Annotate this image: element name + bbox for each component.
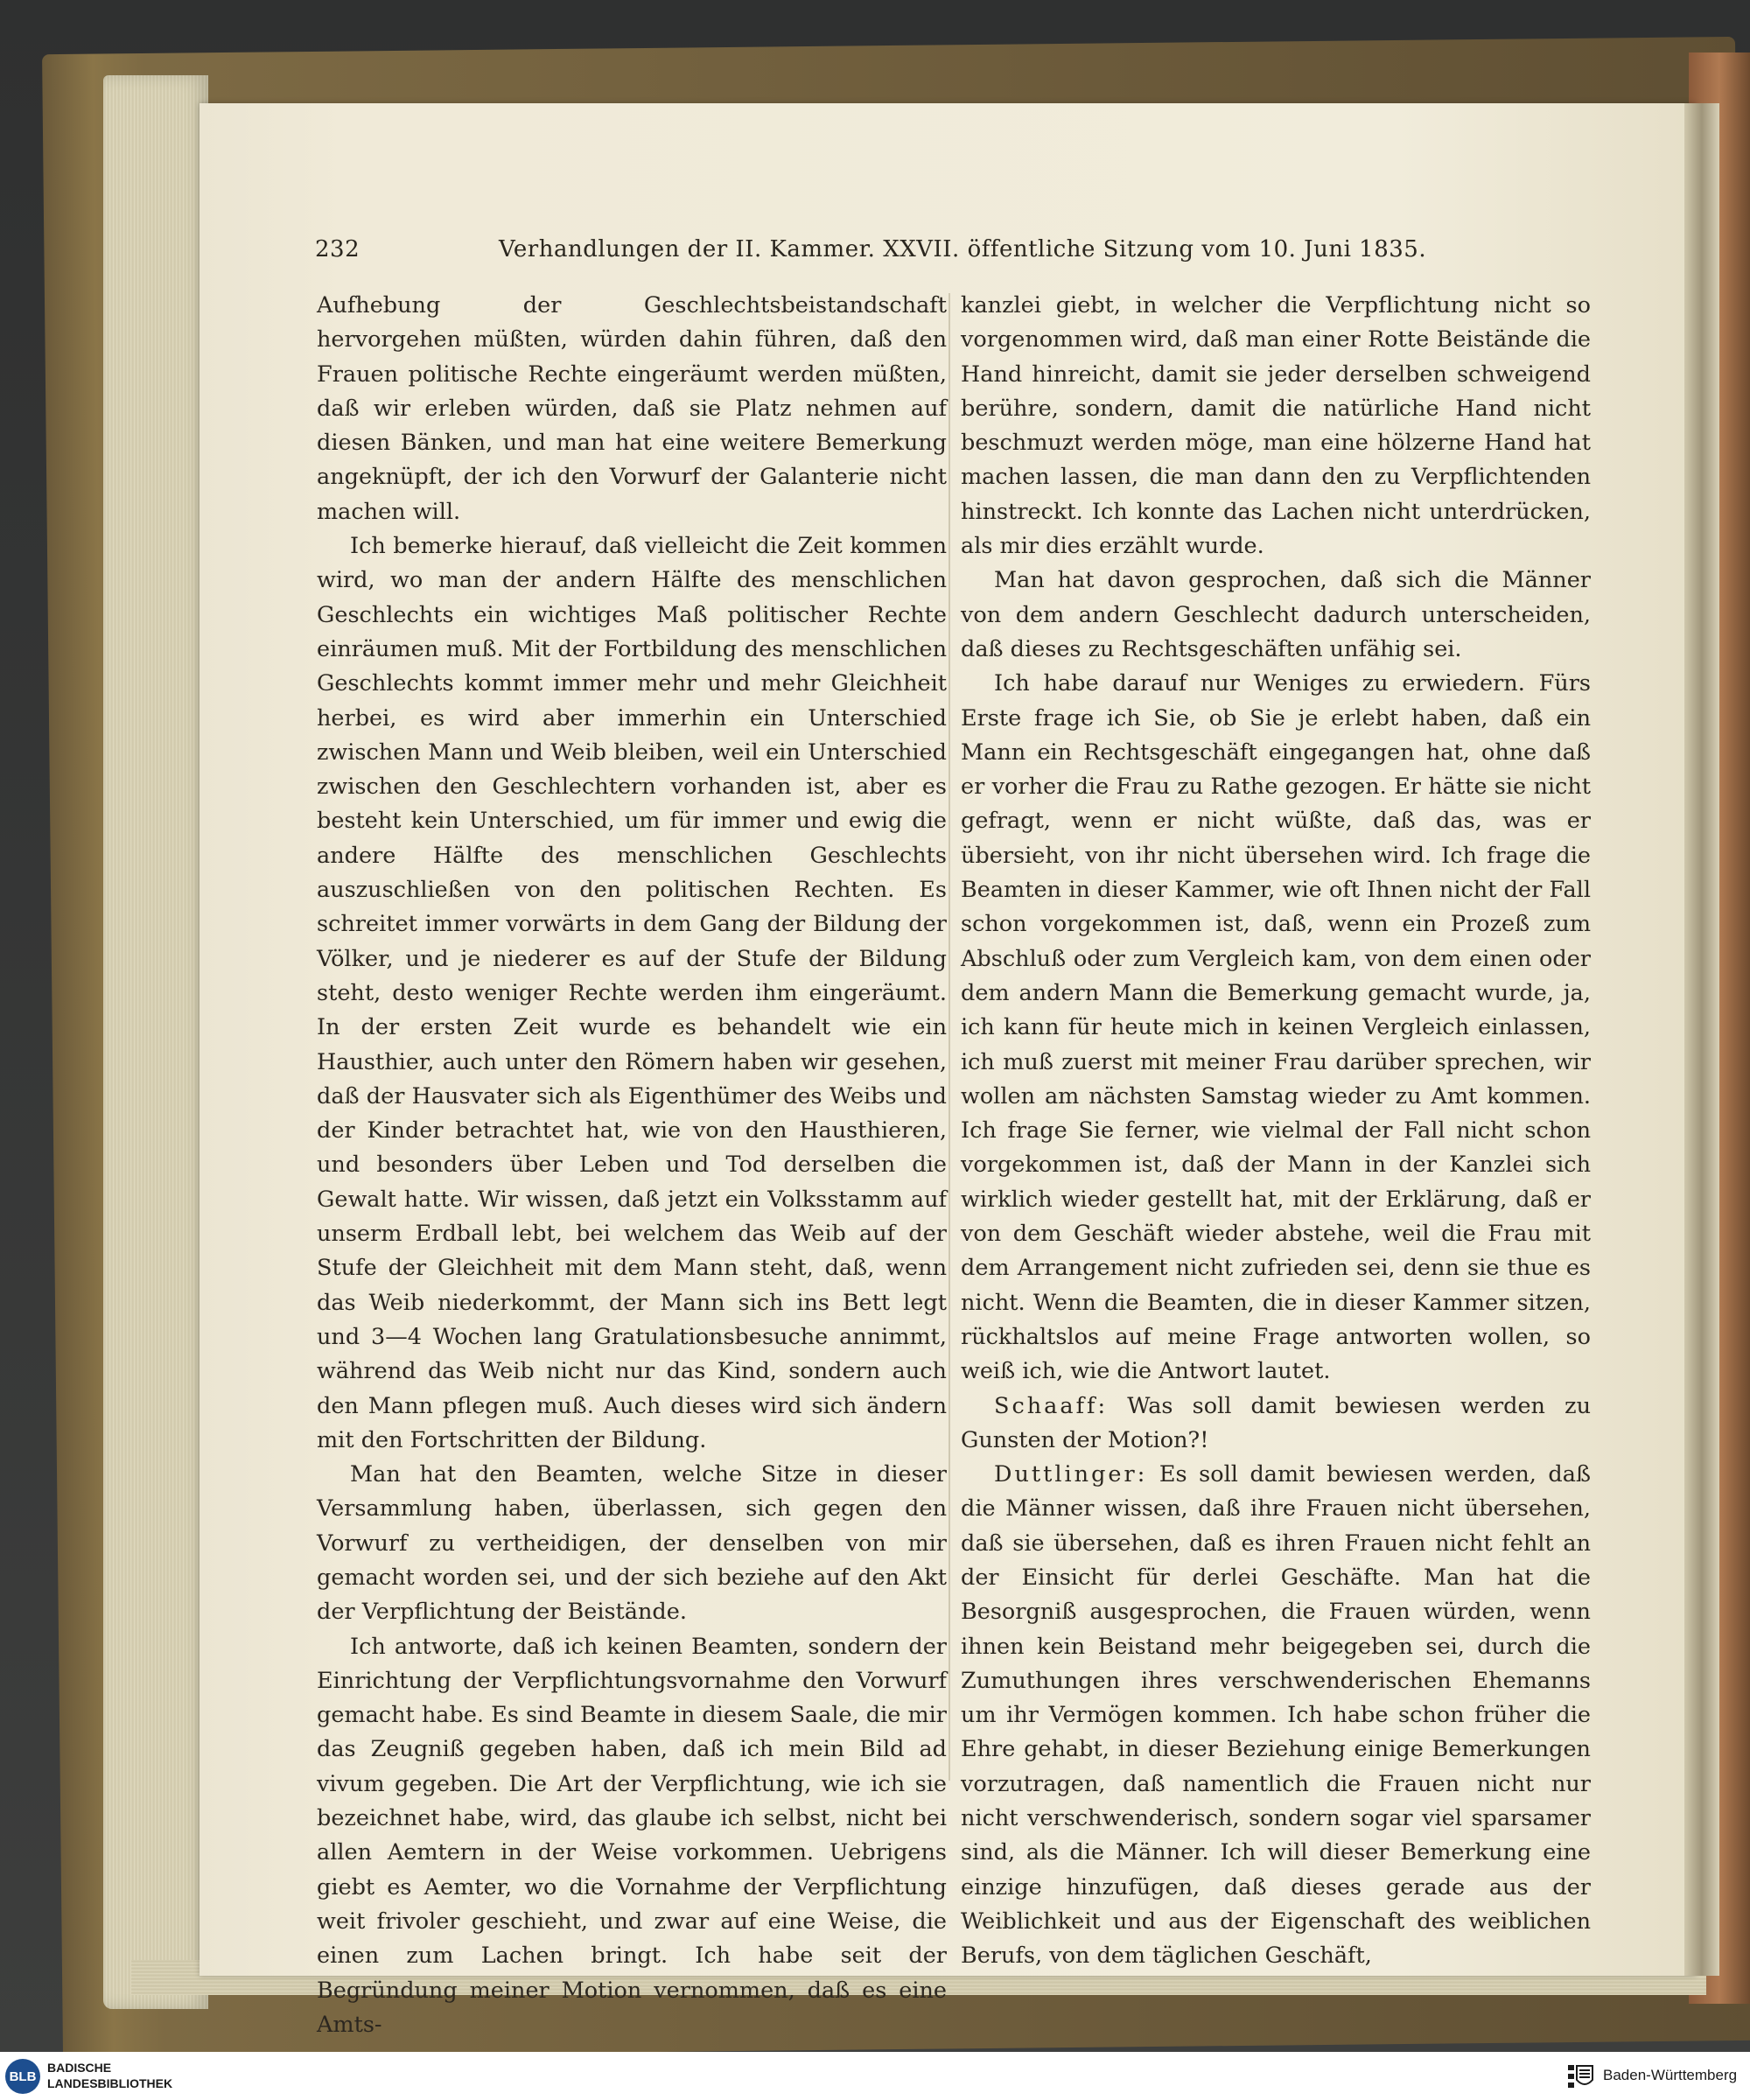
library-name	[47, 2060, 172, 2091]
speech-text: Es soll damit bewiesen werden, daß die Männer wissen, daß ihre Frauen nicht übersehen, daß sie übersehen, daß es ihren Frauen nicht fehlt an der Einsicht für derlei Geschäfte. Man hat die Besorgniß ausgesprochen, die Frauen würden, wenn ihnen kein Beistand mehr beigegeben sei, durch die Zumuthungen ihres verschwenderischen Ehemanns um ihr Vermögen kommen. Ich habe schon früher die Ehre gehabt, in dieser Beziehung einige Bemerkungen vorzutragen, daß namentlich die Frauen nicht nur nicht verschwenderisch, sondern sogar viel sparsamer sind, als die Männer. Ich will dieser Bemerkung eine einzige hinzufügen, daß dieses gerade aus der Weiblichkeit und aus der Eigenschaft des weiblichen Berufs, von dem täglichen Geschäft,	[961, 1461, 1591, 1970]
lions-crest-icon[interactable]	[1566, 2062, 1596, 2090]
page-gutter	[1684, 103, 1719, 1976]
paragraph: Ich habe darauf nur Weniges zu erwiedern. Fürs Erste frage ich Sie, ob Sie je erlebt haben, daß ein Mann ein Rechtsgeschäft eingegangen hat, ohne daß er vorher die Frau zu Rathe gezogen. Er hätte sie nicht gefragt, wenn er nicht wüßte, daß das, was er übersieht, von ihr nicht übersehen wird. Ich frage die Beamten in dieser Kammer, wie oft Ihnen nicht der Fall schon vorgekommen ist, daß, wenn ein Prozeß zum Abschluß oder zum Vergleich kam, von dem einen oder dem andern Mann die Bemerkung gemacht wurde, ja, ich kann für heute mich in keinen Vergleich einlassen, ich muß zuerst mit meiner Frau darüber sprechen, wir wollen am nächsten Samstag wieder zu Amt kommen. Ich frage Sie ferner, wie vielmal der Fall nicht schon vorgekommen ist, daß der Mann in der Kanzlei sich wirklich wieder gestellt hat, mit der Erklärung, daß er von dem Geschäft wieder abstehe, weil die Frau mit dem Arrangement nicht zufrieden sei, denn sie thue es nicht. Wenn die Beamten, die in dieser Kammer sitzen, rückhaltslos auf meine Frage antworten wollen, so weiß ich, wie die Antwort lautet.	[961, 670, 1591, 1385]
page-header	[315, 236, 1427, 271]
running-head: Verhandlungen der II. Kammer. XXVII. öffentliche Sitzung vom 10. Juni 1835.	[499, 236, 1427, 262]
page-edges	[103, 75, 208, 2009]
paragraph: Aufhebung der Geschlechtsbeistandschaft hervorgehen müßten, würden dahin führen, daß den Frauen politische Rechte eingeräumt werden müßten, daß wir erleben würden, daß sie Platz nehmen auf diesen Bänken, und man hat eine weitere Bemerkung angeknüpft, der ich den Vorwurf der Galanterie nicht machen will.	[317, 292, 947, 525]
library-name-line2: LANDESBIBLIOTHEK	[47, 2076, 173, 2090]
speaker-name: Duttlinger:	[994, 1461, 1148, 1488]
viewer-footer	[0, 2052, 1750, 2100]
state-name: Baden-Württemberg	[1603, 2067, 1738, 2083]
paragraph: Man hat davon gesprochen, daß sich die Männer von dem andern Geschlecht dadurch unterscheiden, daß dieses zu Rechtsgeschäften unfähig sei.	[961, 567, 1591, 662]
paragraph	[961, 1390, 1591, 1459]
paragraph: kanzlei giebt, in welcher die Verpflichtung nicht so vorgenommen wird, daß man einer Rotte Beistände die Hand hinreicht, damit sie jeder derselben schweigend berühre, sondern, damit die natürliche Hand nicht beschmuzt werden möge, man eine hölzerne Hand hat machen lassen, die man dann den zu Verpflichtenden hinstreckt. Ich konnte das Lachen nicht unterdrücken, als mir dies erzählt wurde.	[961, 292, 1591, 560]
paragraph	[961, 1458, 1591, 1973]
library-name-line1: BADISCHE	[47, 2061, 112, 2075]
left-column	[317, 289, 947, 2042]
paragraph: Ich antworte, daß ich keinen Beamten, sondern der Einrichtung der Verpflichtungsvornahme den Vorwurf gemacht habe. Es sind Beamte in diesem Saale, die mir das Zeugniß gegeben haben, daß ich mein Bild ad vivum gegeben. Die Art der Verpflichtung, wie ich sie bezeichnet habe, wird, das glaube ich selbst, nicht bei allen Aemtern in der Weise vorkommen. Uebrigens giebt es Aemter, wo die Vornahme der Verpflichtung weit frivoler geschieht, und zwar auf eine Weise, die einen zum Lachen bringt. Ich habe seit der Begründung meiner Motion vernommen, daß es eine Amts-	[317, 1633, 947, 2038]
column-divider	[948, 293, 950, 1781]
blb-logo-icon[interactable]: BLB	[5, 2059, 40, 2094]
paragraph: Ich bemerke hierauf, daß vielleicht die Zeit kommen wird, wo man der andern Hälfte des menschlichen Geschlechts ein wichtiges Maß politischer Rechte einräumen muß. Mit der Fortbildung des menschlichen Geschlechts kommt immer mehr und mehr Gleichheit herbei, es wird aber immerhin ein Unterschied zwischen Mann und Weib bleiben, weil ein Unterschied zwischen den Geschlechtern vorhanden ist, aber es besteht kein Unterschied, um für immer und ewig die andere Hälfte des menschlichen Geschlechts auszuschließen von den politischen Rechten. Es schreitet immer vorwärts in dem Gang der Bildung der Völker, und je niederer es auf der Stufe der Bildung steht, desto weniger Rechte werden ihm eingeräumt. In der ersten Zeit wurde es behandelt wie ein Hausthier, auch unter den Römern haben wir gesehen, daß der Hausvater sich als Eigenthümer des Weibs und der Kinder betrachtet hat, wie von den Hausthieren, und besonders über Leben und Tod derselben die Gewalt hatte. Wir wissen, daß jetzt ein Volksstamm auf unserm Erdball lebt, bei welchem das Weib auf der Stufe der Gleichheit mit dem Mann steht, daß, wenn das Weib niederkommt, der Mann sich ins Bett legt und 3—4 Wochen lang Gratulationsbesuche annimmt, während das Weib nicht nur das Kind, sondern auch den Mann pflegen muß. Auch dieses wird sich ändern mit den Fortschritten der Bildung.	[317, 533, 947, 1453]
right-column	[961, 289, 1591, 1974]
speaker-name: Schaaff:	[994, 1392, 1109, 1419]
page-number: 232	[315, 236, 360, 262]
speech-text: Was soll damit bewiesen werden zu Gunsten der Motion?!	[961, 1392, 1591, 1453]
paragraph: Man hat den Beamten, welche Sitze in dieser Versammlung haben, überlassen, sich gegen den Vorwurf zu vertheidigen, der denselben von mir gemacht worden sei, und der sich beziehe auf den Akt der Verpflichtung der Beistände.	[317, 1461, 947, 1626]
